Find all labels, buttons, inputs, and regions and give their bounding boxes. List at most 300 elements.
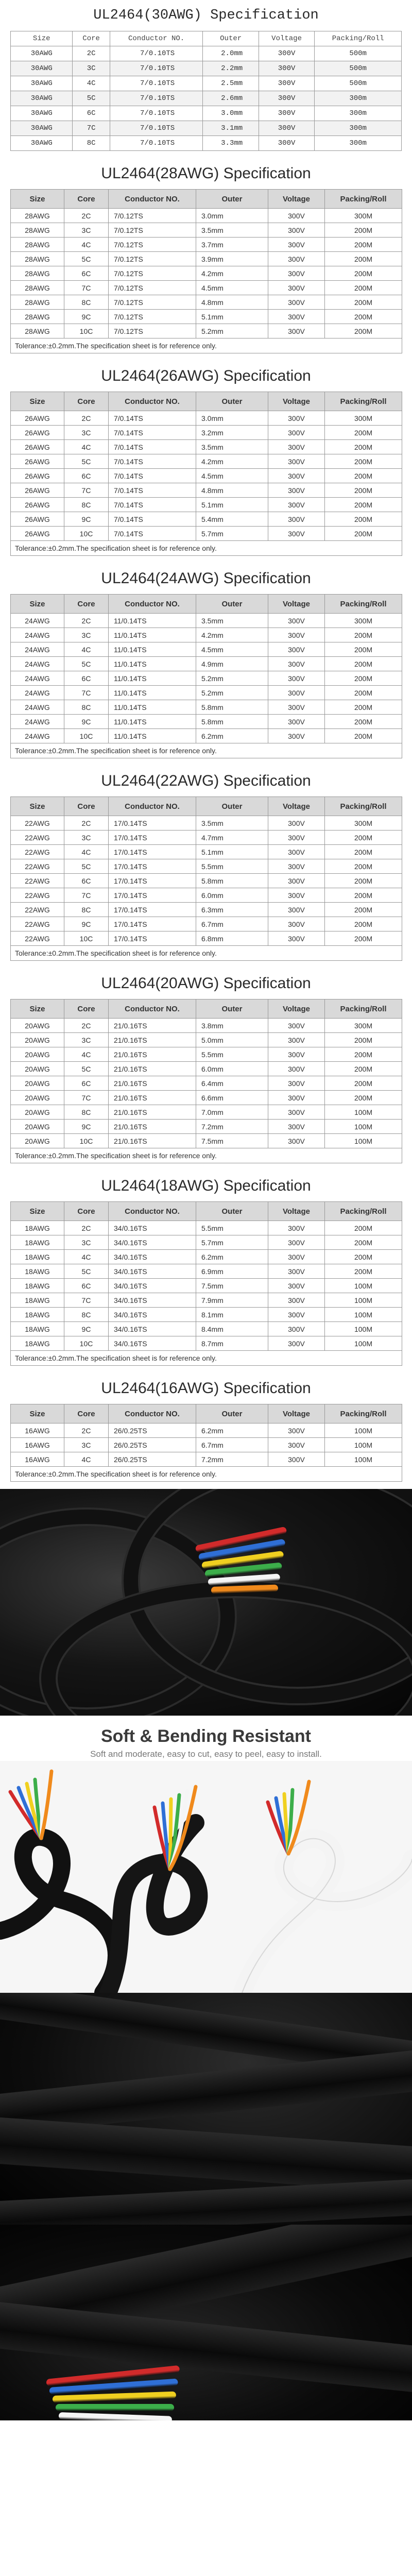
table-cell: 300V (268, 1120, 325, 1134)
table-cell: 24AWG (11, 715, 64, 729)
table-cell: 22AWG (11, 831, 64, 845)
table-row (11, 1076, 402, 1091)
column-header: Core (64, 190, 109, 209)
column-header: Outer (196, 190, 268, 209)
table-cell: 3C (64, 1438, 109, 1452)
tolerance-note: Tolerance:±0.2mm.The specification sheet is for reference only. (11, 541, 402, 556)
table-cell: 5C (64, 657, 109, 671)
table-row (11, 1322, 402, 1336)
table-cell: 6C (64, 1076, 109, 1091)
table-cell: 9C (64, 1322, 109, 1336)
table-cell: 21/0.16TS (109, 1047, 196, 1062)
table-cell: 100M (325, 1438, 402, 1452)
table-cell: 28AWG (11, 223, 64, 238)
table-cell: 6C (64, 671, 109, 686)
column-header: Packing/Roll (325, 392, 402, 411)
table-row (11, 1235, 402, 1250)
table-cell: 300V (268, 1264, 325, 1279)
table-row (11, 1250, 402, 1264)
table-cell: 22AWG (11, 816, 64, 831)
spec-title: UL2464(26AWG) Specification (101, 367, 311, 384)
feature-headline: Soft & Bending Resistant (100, 1726, 312, 1746)
table-cell: 30AWG (11, 91, 73, 106)
table-cell: 7C (64, 1091, 109, 1105)
table-cell: 20AWG (11, 1062, 64, 1076)
column-header: Size (11, 190, 64, 209)
table-cell: 17/0.14TS (109, 903, 196, 917)
table-cell: 300V (268, 1235, 325, 1250)
spec-section (10, 361, 402, 563)
spec-section (10, 766, 402, 968)
table-cell: 200M (325, 831, 402, 845)
column-header: Packing/Roll (325, 595, 402, 614)
table-cell: 300V (268, 1250, 325, 1264)
table-cell: 300V (268, 657, 325, 671)
table-cell: 2.6mm (203, 91, 259, 106)
table-cell: 21/0.16TS (109, 1019, 196, 1033)
table-cell: 300V (268, 238, 325, 252)
column-header: Conductor NO. (109, 1404, 196, 1423)
column-header: Conductor NO. (109, 190, 196, 209)
table-cell: 4C (64, 642, 109, 657)
table-cell: 200M (325, 1033, 402, 1047)
table-cell: 4C (64, 238, 109, 252)
table-cell: 7.2mm (196, 1120, 268, 1134)
table-row (11, 454, 402, 469)
table-cell: 11/0.14TS (109, 700, 196, 715)
table-cell: 6C (73, 106, 110, 121)
table-cell: 11/0.14TS (109, 628, 196, 642)
table-cell: 300V (268, 1047, 325, 1062)
table-cell: 6.7mm (196, 1438, 268, 1452)
column-header: Voltage (268, 797, 325, 816)
table-cell: 7/0.10TS (110, 91, 203, 106)
wire-strand (56, 2404, 174, 2411)
table-cell: 500m (315, 61, 402, 76)
table-cell: 3C (64, 1033, 109, 1047)
table-cell: 200M (325, 483, 402, 498)
table-cell: 300V (268, 888, 325, 903)
spec-section (10, 968, 402, 1171)
table-cell: 24AWG (11, 686, 64, 700)
table-cell: 18AWG (11, 1221, 64, 1235)
table-cell: 300m (315, 106, 402, 121)
table-row (11, 46, 402, 61)
table-cell: 300V (268, 642, 325, 657)
table-cell: 3C (64, 223, 109, 238)
table-cell: 17/0.14TS (109, 845, 196, 859)
table-cell: 7/0.12TS (109, 209, 196, 223)
table-row (11, 1438, 402, 1452)
column-header: Core (64, 595, 109, 614)
column-header: Voltage (259, 31, 314, 46)
table-cell: 3C (64, 831, 109, 845)
table-row (11, 91, 402, 106)
table-cell: 30AWG (11, 106, 73, 121)
table-cell: 200M (325, 700, 402, 715)
table-cell: 300V (259, 91, 314, 106)
table-cell: 18AWG (11, 1264, 64, 1279)
table-cell: 7/0.14TS (109, 426, 196, 440)
table-cell: 7/0.14TS (109, 411, 196, 426)
table-cell: 300V (268, 874, 325, 888)
table-cell: 8.7mm (196, 1336, 268, 1351)
table-cell: 100M (325, 1134, 402, 1148)
table-cell: 300V (268, 527, 325, 541)
table-row (11, 512, 402, 527)
table-cell: 300V (268, 614, 325, 628)
table-cell: 5.7mm (196, 527, 268, 541)
table-cell: 16AWG (11, 1438, 64, 1452)
table-cell: 300V (259, 121, 314, 136)
table-cell: 300V (268, 454, 325, 469)
table-cell: 200M (325, 266, 402, 281)
table-cell: 7C (64, 281, 109, 295)
table-row (11, 136, 402, 151)
table-cell: 300V (268, 209, 325, 223)
table-cell: 4.2mm (196, 266, 268, 281)
table-cell: 300V (268, 686, 325, 700)
table-cell: 28AWG (11, 209, 64, 223)
column-header: Voltage (268, 1404, 325, 1423)
table-cell: 6C (64, 874, 109, 888)
table-cell: 200M (325, 469, 402, 483)
table-cell: 200M (325, 657, 402, 671)
table-cell: 11/0.14TS (109, 715, 196, 729)
table-cell: 300V (268, 1438, 325, 1452)
table-row (11, 700, 402, 715)
table-cell: 7/0.10TS (110, 106, 203, 121)
table-cell: 7/0.12TS (109, 252, 196, 266)
table-cell: 21/0.16TS (109, 1033, 196, 1047)
table-cell: 5.1mm (196, 498, 268, 512)
table-cell: 300V (268, 917, 325, 931)
table-row (11, 1120, 402, 1134)
table-cell: 10C (64, 729, 109, 743)
table-cell: 7C (64, 483, 109, 498)
table-cell: 300V (268, 252, 325, 266)
table-cell: 7/0.12TS (109, 324, 196, 338)
table-cell: 8C (64, 1105, 109, 1120)
table-cell: 300V (268, 498, 325, 512)
table-cell: 9C (64, 715, 109, 729)
table-row (11, 498, 402, 512)
table-cell: 7/0.12TS (109, 281, 196, 295)
table-cell: 5.1mm (196, 845, 268, 859)
table-cell: 8C (64, 700, 109, 715)
table-row (11, 1062, 402, 1076)
table-cell: 21/0.16TS (109, 1120, 196, 1134)
table-row (11, 310, 402, 324)
table-cell: 28AWG (11, 281, 64, 295)
column-header: Core (73, 31, 110, 46)
column-header: Outer (196, 1202, 268, 1221)
table-cell: 4C (73, 76, 110, 91)
table-cell: 2.0mm (203, 46, 259, 61)
table-cell: 200M (325, 931, 402, 946)
table-cell: 20AWG (11, 1076, 64, 1091)
table-cell: 200M (325, 527, 402, 541)
table-row (11, 903, 402, 917)
column-header: Outer (196, 999, 268, 1019)
table-cell: 5.8mm (196, 700, 268, 715)
spec-section (10, 1373, 402, 1489)
table-cell: 3C (64, 1235, 109, 1250)
table-cell: 30AWG (11, 76, 73, 91)
table-cell: 300V (268, 1423, 325, 1438)
table-cell: 11/0.14TS (109, 671, 196, 686)
table-row (11, 657, 402, 671)
table-cell: 200M (325, 1047, 402, 1062)
table-cell: 24AWG (11, 657, 64, 671)
table-cell: 20AWG (11, 1120, 64, 1134)
table-cell: 200M (325, 310, 402, 324)
table-cell: 200M (325, 642, 402, 657)
table-cell: 300V (268, 324, 325, 338)
table-cell: 6.2mm (196, 1250, 268, 1264)
table-cell: 5C (73, 91, 110, 106)
table-row (11, 671, 402, 686)
column-header: Core (64, 1202, 109, 1221)
column-header: Outer (196, 797, 268, 816)
table-row (11, 440, 402, 454)
column-header: Size (11, 595, 64, 614)
table-cell: 300V (268, 1322, 325, 1336)
table-cell: 3.7mm (196, 238, 268, 252)
table-cell: 300V (259, 61, 314, 76)
table-cell: 24AWG (11, 628, 64, 642)
table-cell: 3.8mm (196, 1019, 268, 1033)
table-cell: 300V (259, 76, 314, 91)
table-cell: 5.4mm (196, 512, 268, 527)
table-cell: 26/0.25TS (109, 1438, 196, 1452)
table-cell: 7/0.10TS (110, 61, 203, 76)
column-header: Packing/Roll (315, 31, 402, 46)
table-row (11, 1279, 402, 1293)
tolerance-note: Tolerance:±0.2mm.The specification sheet is for reference only. (11, 1351, 402, 1366)
table-cell: 300V (268, 1336, 325, 1351)
table-cell: 2.5mm (203, 76, 259, 91)
table-cell: 200M (325, 628, 402, 642)
table-cell: 300V (268, 1134, 325, 1148)
spec-table (10, 1404, 402, 1482)
column-header: Outer (203, 31, 259, 46)
table-row (11, 1423, 402, 1438)
table-cell: 3C (64, 426, 109, 440)
table-cell: 22AWG (11, 859, 64, 874)
table-cell: 28AWG (11, 238, 64, 252)
table-cell: 8C (64, 498, 109, 512)
table-cell: 24AWG (11, 671, 64, 686)
table-cell: 200M (325, 426, 402, 440)
table-cell: 500m (315, 76, 402, 91)
spec-table (10, 796, 402, 961)
table-cell: 4C (64, 1047, 109, 1062)
column-header: Packing/Roll (325, 797, 402, 816)
table-row (11, 1091, 402, 1105)
table-cell: 28AWG (11, 310, 64, 324)
table-cell: 34/0.16TS (109, 1264, 196, 1279)
table-cell: 100M (325, 1452, 402, 1467)
table-cell: 7/0.12TS (109, 223, 196, 238)
table-cell: 6C (64, 266, 109, 281)
table-cell: 3.5mm (196, 816, 268, 831)
table-cell: 21/0.16TS (109, 1105, 196, 1120)
bending-cable-photo (0, 1761, 412, 1993)
table-cell: 200M (325, 1062, 402, 1076)
table-row (11, 295, 402, 310)
table-cell: 22AWG (11, 917, 64, 931)
table-row (11, 1293, 402, 1308)
table-row (11, 76, 402, 91)
table-cell: 300V (268, 1308, 325, 1322)
table-cell: 2C (64, 1019, 109, 1033)
table-row (11, 729, 402, 743)
table-cell: 4C (64, 1250, 109, 1264)
table-row (11, 1264, 402, 1279)
table-cell: 100M (325, 1322, 402, 1336)
table-cell: 18AWG (11, 1322, 64, 1336)
table-cell: 3.5mm (196, 223, 268, 238)
spec-table (10, 1201, 402, 1366)
table-cell: 10C (64, 324, 109, 338)
spec-table (10, 999, 402, 1163)
table-cell: 4C (64, 845, 109, 859)
table-cell: 300V (268, 1221, 325, 1235)
table-row (11, 816, 402, 831)
table-row (11, 1452, 402, 1467)
table-cell: 17/0.14TS (109, 816, 196, 831)
table-cell: 300V (268, 859, 325, 874)
cable-closeup-photo (0, 1993, 412, 2225)
table-row (11, 1221, 402, 1235)
table-cell: 24AWG (11, 700, 64, 715)
table-cell: 300V (268, 845, 325, 859)
spec-section (10, 563, 402, 766)
table-cell: 7/0.14TS (109, 483, 196, 498)
table-cell: 8C (64, 1308, 109, 1322)
tolerance-note: Tolerance:±0.2mm.The specification sheet is for reference only. (11, 946, 402, 961)
column-header: Conductor NO. (109, 797, 196, 816)
table-cell: 18AWG (11, 1293, 64, 1308)
table-cell: 300V (268, 1452, 325, 1467)
column-header: Outer (196, 1404, 268, 1423)
table-cell: 10C (64, 1336, 109, 1351)
table-row (11, 715, 402, 729)
table-cell: 5.2mm (196, 324, 268, 338)
table-cell: 200M (325, 1250, 402, 1264)
table-cell: 9C (64, 917, 109, 931)
table-cell: 21/0.16TS (109, 1091, 196, 1105)
column-header: Packing/Roll (325, 1202, 402, 1221)
table-row (11, 1047, 402, 1062)
table-row (11, 931, 402, 946)
table-cell: 200M (325, 454, 402, 469)
spec-title: UL2464(30AWG) Specification (93, 8, 319, 23)
table-cell: 5.5mm (196, 1047, 268, 1062)
table-cell: 30AWG (11, 136, 73, 151)
table-cell: 100M (325, 1279, 402, 1293)
table-cell: 3C (73, 61, 110, 76)
table-cell: 11/0.14TS (109, 686, 196, 700)
table-cell: 17/0.14TS (109, 831, 196, 845)
table-cell: 200M (325, 874, 402, 888)
table-cell: 100M (325, 1105, 402, 1120)
table-cell: 300m (315, 91, 402, 106)
table-row (11, 266, 402, 281)
table-row (11, 1019, 402, 1033)
table-cell: 22AWG (11, 845, 64, 859)
table-cell: 34/0.16TS (109, 1322, 196, 1336)
feature-subline: Soft and moderate, easy to cut, easy to peel, easy to install. (90, 1749, 322, 1759)
table-cell: 10C (64, 931, 109, 946)
table-cell: 6.0mm (196, 888, 268, 903)
table-cell: 7C (73, 121, 110, 136)
table-cell: 300V (268, 1091, 325, 1105)
table-cell: 2C (64, 411, 109, 426)
table-cell: 300V (268, 483, 325, 498)
table-cell: 17/0.14TS (109, 917, 196, 931)
table-cell: 22AWG (11, 903, 64, 917)
table-cell: 200M (325, 715, 402, 729)
table-cell: 26AWG (11, 483, 64, 498)
table-cell: 30AWG (11, 61, 73, 76)
table-cell: 300V (268, 223, 325, 238)
table-cell: 200M (325, 903, 402, 917)
table-cell: 5.5mm (196, 859, 268, 874)
column-header: Conductor NO. (109, 595, 196, 614)
table-cell: 7/0.12TS (109, 266, 196, 281)
table-cell: 200M (325, 512, 402, 527)
table-cell: 7/0.14TS (109, 454, 196, 469)
table-cell: 300V (259, 106, 314, 121)
table-cell: 300V (268, 628, 325, 642)
table-cell: 300V (268, 295, 325, 310)
table-cell: 300M (325, 816, 402, 831)
table-row (11, 874, 402, 888)
table-cell: 34/0.16TS (109, 1221, 196, 1235)
table-cell: 34/0.16TS (109, 1279, 196, 1293)
table-cell: 200M (325, 671, 402, 686)
table-row (11, 614, 402, 628)
table-row (11, 209, 402, 223)
table-cell: 11/0.14TS (109, 657, 196, 671)
column-header: Packing/Roll (325, 999, 402, 1019)
table-cell: 300V (268, 1279, 325, 1293)
table-cell: 300V (268, 266, 325, 281)
table-cell: 7/0.10TS (110, 76, 203, 91)
table-cell: 20AWG (11, 1091, 64, 1105)
table-cell: 3C (64, 628, 109, 642)
column-header: Size (11, 999, 64, 1019)
table-row (11, 859, 402, 874)
table-cell: 4.7mm (196, 831, 268, 845)
table-cell: 5C (64, 1264, 109, 1279)
table-row (11, 252, 402, 266)
table-cell: 2C (64, 816, 109, 831)
column-header: Size (11, 31, 73, 46)
table-row (11, 61, 402, 76)
table-cell: 3.0mm (196, 411, 268, 426)
spec-table (10, 392, 402, 556)
table-cell: 200M (325, 440, 402, 454)
table-cell: 6C (64, 469, 109, 483)
table-cell: 21/0.16TS (109, 1134, 196, 1148)
table-cell: 18AWG (11, 1308, 64, 1322)
table-cell: 30AWG (11, 46, 73, 61)
column-header: Conductor NO. (109, 1202, 196, 1221)
table-cell: 26AWG (11, 527, 64, 541)
